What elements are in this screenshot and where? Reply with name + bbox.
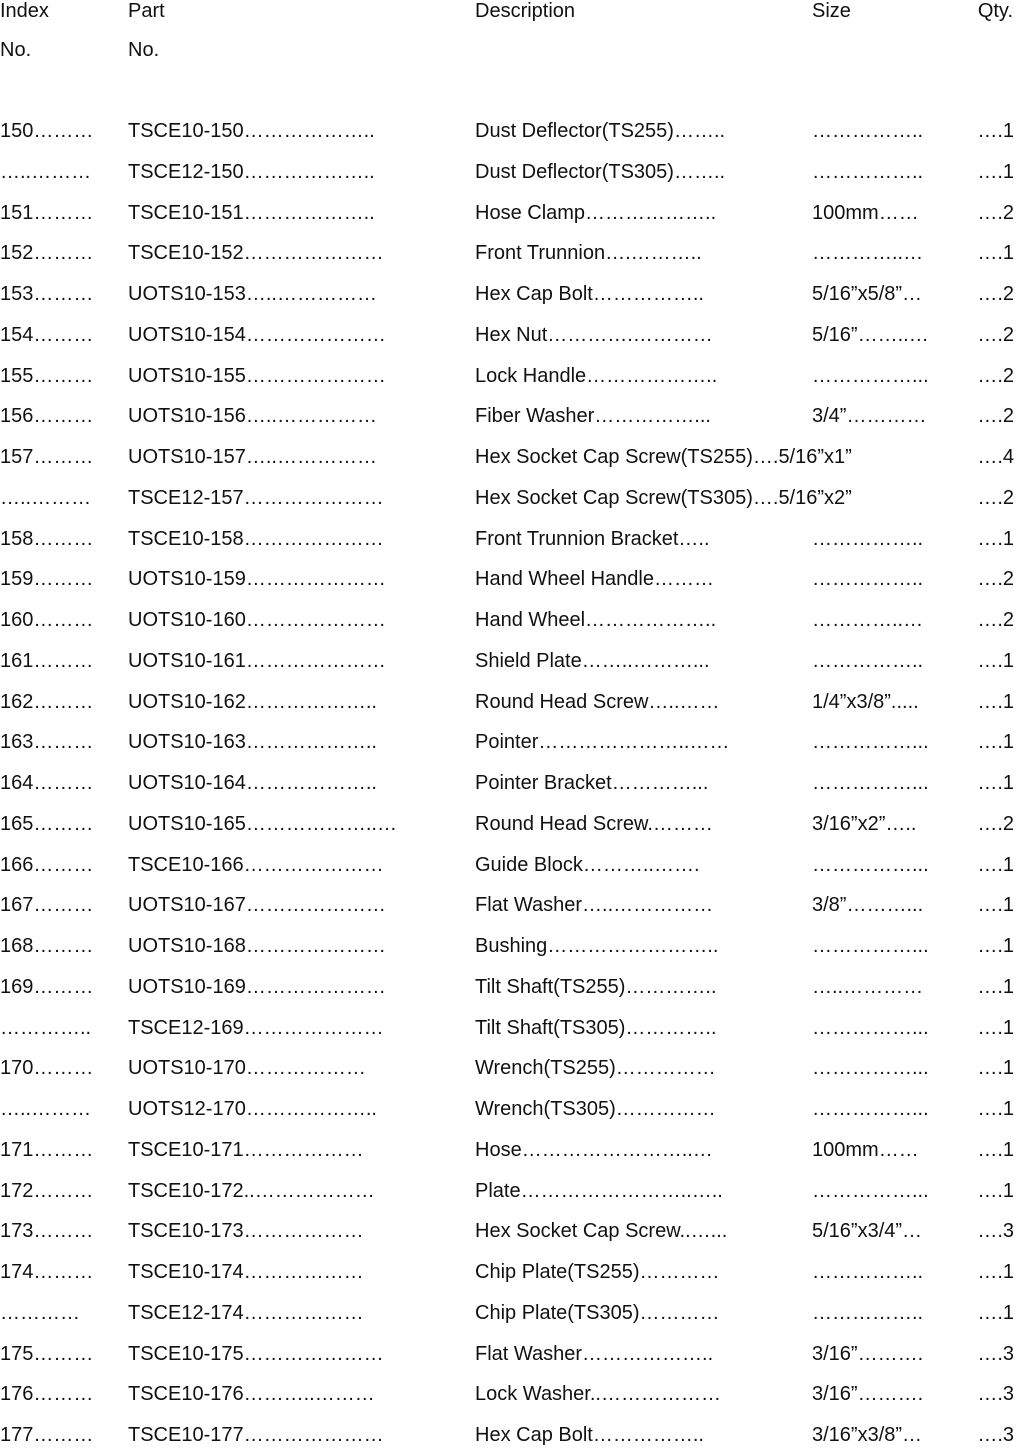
part-no-cell: TSCE10-176………..……… xyxy=(128,1383,375,1406)
description-cell: Hand Wheel Handle……… xyxy=(475,568,714,591)
description-cell: Lock Washer..……………… xyxy=(475,1383,721,1406)
table-row xyxy=(0,283,1016,313)
part-no-cell: UOTS10-156…..…………… xyxy=(128,405,377,428)
size-cell: 5/16”x5/8”… xyxy=(812,283,923,305)
qty-cell: ….1 xyxy=(977,1138,1014,1161)
qty-cell: ….1 xyxy=(977,894,1014,917)
table-header-line2 xyxy=(0,39,1016,69)
part-no-cell: UOTS10-159………………… xyxy=(128,568,386,591)
part-no-cell: TSCE10-152………………… xyxy=(128,242,384,265)
size-cell: 5/16”……..… xyxy=(812,323,929,346)
description-cell: Flat Washer……………….. xyxy=(475,1342,714,1365)
index-cell: 167……… xyxy=(0,894,94,917)
index-cell: 152……… xyxy=(0,242,94,265)
part-no-cell: TSCE10-150……………….. xyxy=(128,120,375,142)
qty-cell: ….1 xyxy=(977,1179,1014,1202)
table-row xyxy=(0,568,1016,598)
header-qty: Qty. xyxy=(977,0,1013,22)
size-cell: …………….. xyxy=(812,568,924,591)
part-no-cell: TSCE10-174……………… xyxy=(128,1261,364,1283)
part-no-cell: UOTS10-161………………… xyxy=(128,649,386,672)
table-row xyxy=(0,1302,1016,1332)
index-cell: 164……… xyxy=(0,772,94,794)
index-cell: 159……… xyxy=(0,568,94,591)
part-no-cell: TSCE12-169………………… xyxy=(128,1016,384,1039)
table-row xyxy=(0,609,1016,639)
index-cell: …..……… xyxy=(0,486,92,509)
index-cell: 155……… xyxy=(0,364,94,387)
table-row xyxy=(0,1057,1016,1087)
description-cell: Hex Cap Bolt…………….. xyxy=(475,283,704,305)
part-no-cell: TSCE10-175………………… xyxy=(128,1342,384,1365)
size-cell: …………..… xyxy=(812,242,924,265)
description-cell: Tilt Shaft(TS255)………….. xyxy=(475,975,717,998)
description-cell: Fiber Washer……………... xyxy=(475,405,711,428)
size-cell: ……………... xyxy=(812,772,929,794)
part-no-cell: TSCE10-177………………… xyxy=(128,1424,384,1446)
description-cell: Guide Block………..……. xyxy=(475,853,700,876)
size-cell: ……………... xyxy=(812,935,929,957)
table-row xyxy=(0,405,1016,435)
index-cell: 172……… xyxy=(0,1179,94,1202)
table-row xyxy=(0,446,1016,476)
header-description: Description xyxy=(475,0,576,22)
table-row xyxy=(0,691,1016,721)
description-cell: Plate……………………..….. xyxy=(475,1179,723,1202)
description-cell: Chip Plate(TS305)………… xyxy=(475,1301,720,1324)
part-no-cell: UOTS10-167………………… xyxy=(128,894,386,917)
index-cell: 158……… xyxy=(0,527,94,550)
table-row xyxy=(0,1180,1016,1210)
qty-cell: ….1 xyxy=(977,1301,1014,1324)
size-cell: …………….. xyxy=(812,1301,924,1324)
qty-cell: ….3 xyxy=(977,1220,1014,1243)
table-row xyxy=(0,772,1016,802)
table-row xyxy=(0,1098,1016,1128)
qty-cell: ….1 xyxy=(977,160,1014,183)
table-row xyxy=(0,813,1016,843)
description-cell: Round Head Screw.……… xyxy=(475,812,713,835)
table-row xyxy=(0,731,1016,761)
qty-cell: ….2 xyxy=(977,609,1014,631)
description-cell: Tilt Shaft(TS305)………….. xyxy=(475,1016,717,1039)
index-cell: 157……… xyxy=(0,446,94,468)
table-row xyxy=(0,528,1016,558)
size-cell: ……………... xyxy=(812,853,929,876)
description-cell: Dust Deflector(TS255)…….. xyxy=(475,120,726,142)
qty-cell: ….2 xyxy=(977,812,1014,835)
size-cell: …………….. xyxy=(812,649,924,672)
description-cell: Hex Cap Bolt…………….. xyxy=(475,1424,704,1446)
index-cell: 175……… xyxy=(0,1342,94,1365)
index-cell: 168……… xyxy=(0,935,94,957)
index-cell: 154……… xyxy=(0,323,94,346)
table-row xyxy=(0,202,1016,232)
table-row xyxy=(0,161,1016,191)
index-cell: 153……… xyxy=(0,283,94,305)
description-cell: Hex Socket Cap Screw..…... xyxy=(475,1220,728,1243)
index-cell: …..……… xyxy=(0,1098,92,1120)
table-header xyxy=(0,0,1016,30)
qty-cell: ….3 xyxy=(977,1342,1014,1365)
index-cell: 177……… xyxy=(0,1424,94,1446)
part-no-cell: UOTS10-164……………….. xyxy=(128,772,377,794)
qty-cell: ….4 xyxy=(977,446,1014,468)
part-no-cell: UOTS12-170……………….. xyxy=(128,1098,377,1120)
table-row xyxy=(0,935,1016,965)
description-cell: Round Head Screw…..…… xyxy=(475,690,720,713)
size-cell: ……………... xyxy=(812,1179,929,1202)
table-row xyxy=(0,1017,1016,1047)
size-cell: …………….. xyxy=(812,527,924,550)
part-no-cell: TSCE12-150……………….. xyxy=(128,160,375,183)
description-cell: Flat Washer…..…………… xyxy=(475,894,714,917)
size-cell: …………….. xyxy=(812,160,924,183)
qty-cell: ….2 xyxy=(977,323,1014,346)
part-no-cell: UOTS10-163……………….. xyxy=(128,731,377,754)
table-row xyxy=(0,1343,1016,1373)
description-cell: Chip Plate(TS255)………… xyxy=(475,1261,720,1283)
index-cell: 174……… xyxy=(0,1261,94,1283)
description-cell: Wrench(TS305)…………… xyxy=(475,1098,716,1120)
size-cell: 100mm…… xyxy=(812,201,919,224)
part-no-cell: UOTS10-153…..…………… xyxy=(128,283,377,305)
qty-cell: ….1 xyxy=(977,935,1014,957)
index-cell: 169……… xyxy=(0,975,94,998)
part-no-cell: UOTS10-162……………….. xyxy=(128,690,377,713)
part-no-cell: TSCE12-157………………… xyxy=(128,486,384,509)
table-row xyxy=(0,242,1016,272)
qty-cell: ….2 xyxy=(977,405,1014,428)
table-row xyxy=(0,854,1016,884)
table-row xyxy=(0,1424,1016,1454)
size-cell: 3/16”x2”….. xyxy=(812,812,917,835)
part-no-cell: TSCE10-172..……………… xyxy=(128,1179,375,1202)
part-no-cell: TSCE10-166………………… xyxy=(128,853,384,876)
size-cell: ……………... xyxy=(812,1057,929,1080)
part-no-cell: UOTS10-160………………… xyxy=(128,609,386,631)
qty-cell: ….1 xyxy=(977,1098,1014,1120)
qty-cell: ….3 xyxy=(977,1383,1014,1406)
qty-cell: ….1 xyxy=(977,120,1014,142)
description-cell: Hand Wheel……………….. xyxy=(475,609,717,631)
table-row xyxy=(0,1383,1016,1413)
header-index: Index xyxy=(0,0,49,22)
qty-cell: ….1 xyxy=(977,731,1014,754)
size-cell: 3/8”………... xyxy=(812,894,924,917)
index-cell: 166……… xyxy=(0,853,94,876)
description-cell: Dust Deflector(TS305)…….. xyxy=(475,160,726,183)
description-cell: Shield Plate……..………... xyxy=(475,649,710,672)
qty-cell: ….2 xyxy=(977,568,1014,591)
description-cell: Bushing…………………….. xyxy=(475,935,719,957)
part-no-cell: UOTS10-155………………… xyxy=(128,364,386,387)
description-cell: Pointer Bracket…………... xyxy=(475,772,709,794)
qty-cell: ….1 xyxy=(977,242,1014,265)
size-cell: 5/16”x3/4”… xyxy=(812,1220,923,1243)
part-no-cell: UOTS10-168………………… xyxy=(128,935,386,957)
size-cell: …………….. xyxy=(812,1261,924,1283)
qty-cell: ….1 xyxy=(977,772,1014,794)
table-row xyxy=(0,324,1016,354)
table-row xyxy=(0,1261,1016,1291)
part-no-cell: UOTS10-170……………… xyxy=(128,1057,366,1080)
size-cell: 3/16”x3/8”… xyxy=(812,1424,923,1446)
size-cell: ……………... xyxy=(812,731,929,754)
table-row xyxy=(0,894,1016,924)
header-part: Part xyxy=(128,0,165,22)
table-row xyxy=(0,1220,1016,1250)
qty-cell: ….1 xyxy=(977,1057,1014,1080)
index-cell: 165……… xyxy=(0,812,94,835)
index-cell: 176……… xyxy=(0,1383,94,1406)
header-part-no: No. xyxy=(128,39,160,61)
size-cell: …………..… xyxy=(812,609,924,631)
size-cell: 100mm…… xyxy=(812,1138,919,1161)
size-cell: ……………... xyxy=(812,1098,929,1120)
index-cell: ………….. xyxy=(0,1016,92,1039)
size-cell: 3/16”………. xyxy=(812,1342,924,1365)
part-no-cell: TSCE10-158………………… xyxy=(128,527,384,550)
index-cell: …..……… xyxy=(0,160,92,183)
size-cell: …………….. xyxy=(812,120,924,142)
description-cell: Hose Clamp……………….. xyxy=(475,201,717,224)
part-no-cell: TSCE10-171……………… xyxy=(128,1138,364,1161)
table-row xyxy=(0,487,1016,517)
qty-cell: ….1 xyxy=(977,690,1014,713)
index-cell: 161……… xyxy=(0,649,94,672)
index-cell: 171……… xyxy=(0,1138,94,1161)
part-no-cell: TSCE10-151……………….. xyxy=(128,201,375,224)
qty-cell: ….2 xyxy=(977,283,1014,305)
description-cell: Hex Nut………….………… xyxy=(475,323,713,346)
index-cell: 162……… xyxy=(0,690,94,713)
part-no-cell: TSCE12-174……………… xyxy=(128,1301,364,1324)
index-cell: 151……… xyxy=(0,201,94,224)
part-no-cell: UOTS10-165………………..… xyxy=(128,812,397,835)
table-row xyxy=(0,976,1016,1006)
description-cell: Lock Handle……………….. xyxy=(475,364,718,387)
header-index-no: No. xyxy=(0,39,32,61)
part-no-cell: TSCE10-173……………… xyxy=(128,1220,364,1243)
qty-cell: ….2 xyxy=(977,364,1014,387)
part-no-cell: UOTS10-154………………… xyxy=(128,323,386,346)
description-cell: Wrench(TS255)…………… xyxy=(475,1057,716,1080)
qty-cell: ….1 xyxy=(977,649,1014,672)
header-size: Size xyxy=(812,0,851,22)
table-row xyxy=(0,650,1016,680)
size-cell: 3/16”………. xyxy=(812,1383,924,1406)
qty-cell: ….2 xyxy=(977,201,1014,224)
qty-cell: ….2 xyxy=(977,486,1014,509)
size-cell: ……………... xyxy=(812,364,929,387)
qty-cell: ….3 xyxy=(977,1424,1014,1446)
description-cell: Pointer…………………..…… xyxy=(475,731,730,754)
description-cell: Front Trunnion….……….. xyxy=(475,242,702,265)
qty-cell: ….1 xyxy=(977,853,1014,876)
index-cell: 150……… xyxy=(0,120,94,142)
part-no-cell: UOTS10-157…..…………… xyxy=(128,446,377,468)
index-cell: 163……… xyxy=(0,731,94,754)
size-cell: ……………... xyxy=(812,1016,929,1039)
qty-cell: ….1 xyxy=(977,527,1014,550)
qty-cell: ….1 xyxy=(977,1016,1014,1039)
index-cell: 156……… xyxy=(0,405,94,428)
table-row xyxy=(0,120,1016,150)
description-cell: Hose……………………..… xyxy=(475,1138,713,1161)
table-row xyxy=(0,365,1016,395)
description-cell: Hex Socket Cap Screw(TS305)….5/16”x2” xyxy=(475,486,852,509)
table-row xyxy=(0,1139,1016,1169)
qty-cell: ….1 xyxy=(977,975,1014,998)
index-cell: 173……… xyxy=(0,1220,94,1243)
part-no-cell: UOTS10-169………………… xyxy=(128,975,386,998)
qty-cell: ….1 xyxy=(977,1261,1014,1283)
size-cell: 1/4”x3/8”..... xyxy=(812,690,919,713)
index-cell: ………… xyxy=(0,1301,80,1324)
description-cell: Hex Socket Cap Screw(TS255)….5/16”x1” xyxy=(475,446,852,468)
index-cell: 170……… xyxy=(0,1057,94,1080)
size-cell: 3/4”………… xyxy=(812,405,927,428)
index-cell: 160……… xyxy=(0,609,94,631)
size-cell: …..………… xyxy=(812,975,924,998)
description-cell: Front Trunnion Bracket….. xyxy=(475,527,710,550)
